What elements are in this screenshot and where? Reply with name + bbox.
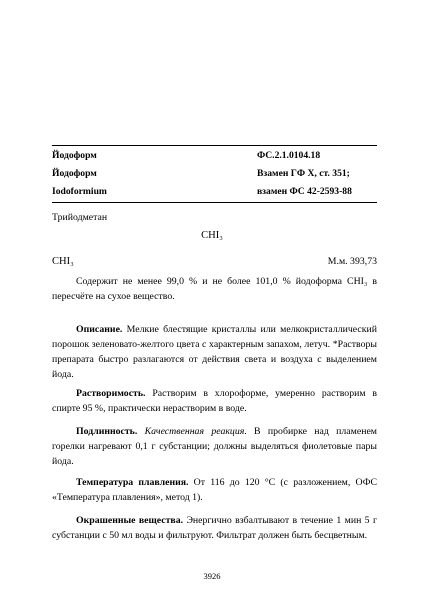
melting-section: [52, 475, 377, 505]
header-replaces-1: Взамен ГФ X, ст. 351;: [257, 168, 350, 179]
melting-heading: Температура плавления.: [76, 477, 189, 488]
melting-text: От 116 до 120 °C (с разложением, ОФС «Температура плавления», метод 1).: [52, 477, 377, 503]
description-section: [52, 322, 377, 382]
colored-substances-section: [52, 513, 377, 543]
content-text: Содержит не менее 99,0 % и не более 101,0 % йодоформа CHI₃ в пересчёте на сухое вещество.: [52, 276, 377, 302]
identity-heading: Подлинность.: [76, 426, 138, 437]
content-paragraph: [52, 274, 377, 304]
header-fs-number: ФС.2.1.0104.18: [257, 150, 321, 161]
description-heading: Описание.: [76, 324, 123, 335]
identity-subheading: Качественная реакция: [144, 426, 245, 437]
top-rule: [52, 145, 377, 146]
header-name-2: Йодоформ: [52, 168, 97, 179]
solubility-text: Растворим в хлороформе, умеренно растворим в спирте 95 %, практически нерастворим в воде.: [52, 388, 377, 414]
chemical-name: Трийодметан: [52, 212, 108, 223]
structure-formula: CHI₃: [201, 230, 223, 241]
identity-section: [52, 424, 377, 469]
header-latin-name: Iodoformium: [52, 186, 107, 197]
molecular-formula: CHI₃: [52, 256, 74, 267]
description-text: Мелкие блестящие кристаллы или мелкокристаллический порошок зеленовато-желтого цвета с характерным запахом, летуч. *Растворы препарата быстро разлагаются от действия света и воздуха с выделением йода.: [52, 324, 377, 380]
colored-heading: Окрашенные вещества.: [76, 515, 184, 526]
header-name-1: Йодоформ: [52, 150, 97, 161]
bottom-rule: [52, 202, 377, 203]
solubility-heading: Растворимость.: [76, 388, 146, 399]
colored-text: Энергично взбалтывают в течение 1 мин 5 г субстанции с 50 мл воды и фильтруют. Фильтрат должен быть бесцветным.: [52, 515, 377, 541]
solubility-section: [52, 386, 377, 416]
molecular-weight: М.м. 393,73: [327, 256, 377, 267]
header-replaces-2: взамен ФС 42-2593-88: [257, 186, 352, 197]
identity-text: . В пробирке над пламенем горелки нагревают 0,1 г субстанции; должны выделяться фиолетовые пары йода.: [52, 426, 377, 467]
page-number: 3926: [203, 571, 221, 581]
